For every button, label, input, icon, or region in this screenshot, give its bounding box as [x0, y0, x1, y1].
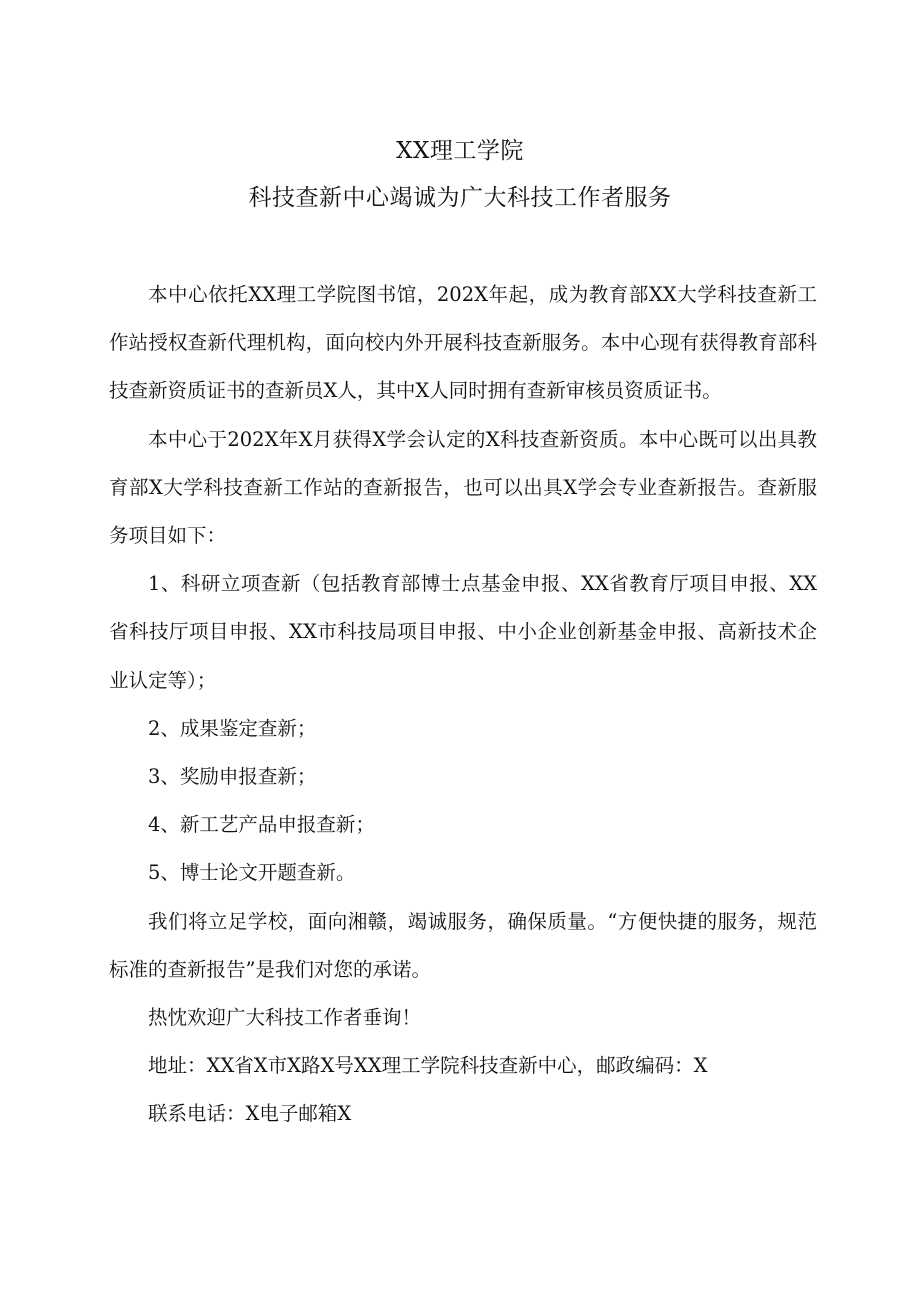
- list-item-research-project: 1、科研立项查新（包括教育部博士点基金申报、XX省教育厅项目申报、XX省科技厅项目申报、XX市科技局项目申报、中小企业创新基金申报、高新技术企业认定等）；: [109, 572, 817, 692]
- paragraph-intro: 本中心依托XX理工学院图书馆，202X年起，成为教育部XX大学科技查新工作站授权查新代理机构，面向校内外开展科技查新服务。本中心现有获得教育部科技查新资质证书的查新员X人，其中X人同时拥有查新审核员资质证书。: [109, 283, 817, 403]
- list-item-thesis: 5、博士论文开题查新。: [148, 861, 356, 885]
- list-item-award: 3、奖励申报查新；: [148, 765, 317, 789]
- list-item-achievement: 2、成果鉴定查新；: [148, 716, 317, 740]
- document-subtitle: 科技查新中心竭诚为广大科技工作者服务: [248, 185, 672, 211]
- contact-phone-email: 联系电话：X电子邮箱X: [148, 1102, 352, 1126]
- document-body: [109, 271, 817, 1139]
- paragraph-welcome: 热忱欢迎广大科技工作者垂询！: [148, 1006, 422, 1030]
- paragraph-qualification: 本中心于202X年X月获得X学会认定的X科技查新资质。本中心既可以出具教育部X大学科技查新工作站的查新报告，也可以出具X学会专业查新报告。查新服务项目如下：: [109, 427, 817, 548]
- document-title: XX理工学院: [396, 138, 524, 164]
- paragraph-commitment: 我们将立足学校，面向湘赣，竭诚服务，确保质量。“方便快捷的服务，规范标准的查新报告”是我们对您的承诺。: [109, 909, 817, 981]
- contact-address: 地址：XX省X市X路X号XX理工学院科技查新中心，邮政编码：X: [148, 1054, 708, 1078]
- list-item-new-process: 4、新工艺产品申报查新；: [148, 813, 375, 837]
